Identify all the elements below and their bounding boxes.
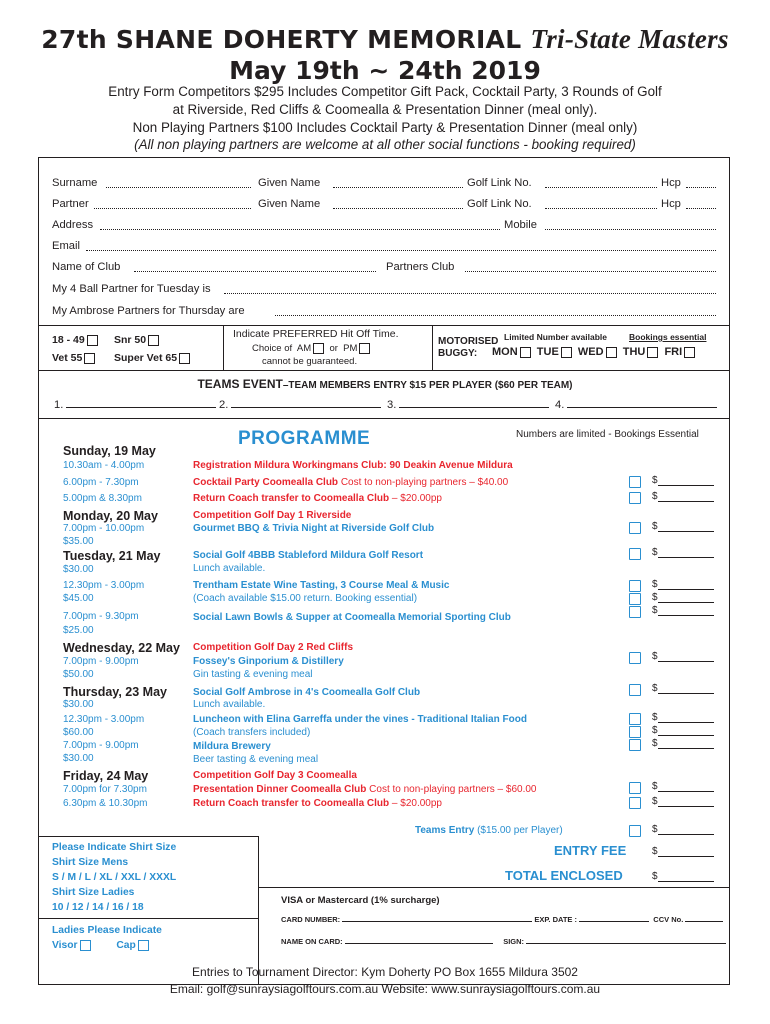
am-label: AM [296, 343, 312, 355]
visor-label: Visor [52, 940, 78, 951]
day-wednesday: Wednesday, 22 May [63, 641, 180, 655]
teams-entry-price: ($15.00 per Player) [477, 825, 563, 836]
category-super-vet-65[interactable] [114, 352, 190, 364]
shirt-heading: Please Indicate Shirt Size [52, 842, 177, 853]
booking-checkbox[interactable] [629, 825, 641, 837]
booking-amount[interactable] [652, 491, 714, 502]
programme-note: Numbers are limited - Bookings Essential [516, 429, 699, 440]
given-name-label: Given Name [258, 177, 321, 189]
dollar-sign: $ [652, 475, 658, 486]
event-luncheon: Luncheon with Elina Garreffa under the vines - Traditional Italian Food [193, 714, 527, 725]
booking-amount[interactable] [652, 725, 714, 736]
dollar-sign: $ [652, 605, 658, 616]
dollar-sign: $ [652, 651, 658, 662]
time: 5.00pm & 8.30pm [63, 493, 142, 504]
time: 7.00pm for 7.30pm [63, 784, 147, 795]
price: $25.00 [63, 625, 94, 636]
buggy-tue-checkbox[interactable] [561, 347, 572, 358]
time: 7.00pm - 9.30pm [63, 611, 139, 622]
club-field[interactable] [134, 271, 376, 272]
event-coach-sunday [193, 493, 442, 504]
team-slot-4-line[interactable] [567, 398, 717, 408]
partner-label: Partner [52, 198, 89, 210]
time: 10.30am - 4.00pm [63, 460, 145, 471]
ladies-indicate: Ladies Please Indicate [52, 925, 162, 936]
day-friday: Friday, 24 May [63, 769, 149, 783]
name-on-card-row[interactable] [281, 936, 726, 946]
price: $45.00 [63, 593, 94, 604]
event-presentation-dinner-cost: Cost to non-playing partners – $60.00 [369, 784, 537, 795]
event-presentation-dinner-name: Presentation Dinner Coomealla Club [193, 784, 367, 795]
partners-club-label: Partners Club [386, 261, 455, 273]
booking-checkbox[interactable] [629, 684, 641, 696]
team-slot-1[interactable] [54, 398, 216, 411]
dollar-sign: $ [652, 796, 658, 807]
surname-field[interactable] [106, 187, 251, 188]
teams-heading-main: TEAMS EVENT [197, 377, 283, 391]
buggy-wed-checkbox[interactable] [606, 347, 617, 358]
buggy-thu-checkbox[interactable] [647, 347, 658, 358]
time: 12.30pm - 3.00pm [63, 714, 145, 725]
booking-amount[interactable] [652, 712, 714, 723]
teams-entry-label: Teams Entry [415, 825, 475, 836]
divider [38, 918, 258, 919]
partner-hcp-label: Hcp [661, 198, 681, 210]
booking-checkbox[interactable] [629, 652, 641, 664]
amount-line[interactable] [658, 798, 714, 807]
visa-note: VISA or Mastercard (1% surcharge) [281, 895, 440, 906]
divider [258, 887, 730, 888]
booking-amount[interactable] [652, 796, 714, 807]
event-cocktail-party-name: Cocktail Party Coomealla Club [193, 477, 339, 488]
booking-checkbox[interactable] [629, 713, 641, 725]
checkbox[interactable] [148, 335, 159, 346]
booking-checkbox[interactable] [629, 492, 641, 504]
booking-amount[interactable] [652, 605, 714, 616]
divider [223, 325, 224, 370]
ccv-field[interactable] [685, 914, 723, 922]
dollar-sign: $ [652, 712, 658, 723]
team-slot-2-line[interactable] [231, 398, 381, 408]
amount-line[interactable] [658, 826, 714, 835]
ccv-label: CCV No. [653, 915, 684, 924]
email-field[interactable] [86, 250, 716, 251]
booking-amount[interactable] [652, 683, 714, 694]
hcp-label: Hcp [661, 177, 681, 189]
time: 6.30pm & 10.30pm [63, 798, 148, 809]
dollar-sign: $ [652, 579, 658, 590]
time: 7.00pm - 10.00pm [63, 523, 145, 534]
four-ball-field[interactable] [224, 293, 716, 294]
sign-field[interactable] [526, 936, 726, 944]
given-name-field[interactable] [333, 187, 463, 188]
amount-line[interactable] [658, 594, 714, 603]
buggy-label-1: MOTORISED [438, 336, 499, 347]
golf-link-field[interactable] [545, 187, 657, 188]
category-super-vet-65-label: Super Vet 65 [114, 352, 178, 364]
shirt-mens-label: Shirt Size Mens [52, 857, 129, 868]
time: 6.00pm - 7.30pm [63, 477, 139, 488]
buggy-days [492, 346, 695, 358]
booking-checkbox[interactable] [629, 522, 641, 534]
or-label: or [329, 343, 338, 355]
entry-fee-label: ENTRY FEE [554, 843, 627, 858]
event-golf-day-3: Competition Golf Day 3 Coomealla [193, 770, 357, 781]
day-tuesday: Tuesday, 21 May [63, 549, 161, 563]
surname-label: Surname [52, 177, 98, 189]
team-slot-1-num: 1. [54, 399, 64, 411]
amount-line[interactable] [658, 493, 714, 502]
booking-checkbox[interactable] [629, 726, 641, 738]
checkbox[interactable] [87, 335, 98, 346]
booking-checkbox[interactable] [629, 593, 641, 605]
divider [432, 325, 433, 370]
booking-amount[interactable] [652, 475, 714, 486]
booking-amount[interactable] [652, 738, 714, 749]
amount-line[interactable] [658, 848, 714, 857]
event-coach-friday [193, 798, 442, 809]
divider [38, 370, 730, 371]
buggy-bookings: Bookings essential [629, 332, 707, 342]
event-golf-day-2: Competition Golf Day 2 Red Cliffs [193, 642, 354, 653]
programme-heading: PROGRAMME [238, 428, 371, 449]
dollar-sign: $ [652, 846, 658, 857]
event-bbq-trivia: Gourmet BBQ & Trivia Night at Riverside Golf Club [193, 523, 435, 534]
price: $60.00 [63, 727, 94, 738]
price: $30.00 [63, 564, 94, 575]
hitoff-heading: Indicate PREFERRED Hit Off Time. [233, 328, 399, 340]
price: $30.00 [63, 699, 94, 710]
day-monday: Monday, 20 May [63, 509, 158, 523]
event-dates: May 19th ~ 24th 2019 [229, 56, 541, 85]
booking-amount[interactable] [652, 824, 714, 835]
dollar-sign: $ [652, 491, 658, 502]
booking-checkbox[interactable] [629, 782, 641, 794]
booking-checkbox[interactable] [629, 548, 641, 560]
event-ambrose-note: Lunch available. [193, 699, 266, 710]
amount-line[interactable] [658, 523, 714, 532]
team-slot-3-num: 3. [387, 399, 397, 411]
event-brewery-note: Beer tasting & evening meal [193, 754, 319, 765]
booking-amount[interactable] [652, 547, 714, 558]
buggy-limited: Limited Number available [504, 332, 607, 342]
price: $50.00 [63, 669, 94, 680]
event-golf-day-1: Competition Golf Day 1 Riverside [193, 510, 352, 521]
buggy-mon-checkbox[interactable] [520, 347, 531, 358]
divider [38, 325, 730, 326]
amount-line[interactable] [658, 581, 714, 590]
category-snr-50-label: Snr 50 [114, 334, 147, 346]
mobile-label: Mobile [504, 219, 537, 231]
address-label: Address [52, 219, 94, 231]
amount-line[interactable] [658, 783, 714, 792]
partner-given-name-label: Given Name [258, 198, 321, 210]
dollar-sign: $ [652, 871, 658, 882]
event-wine-tasting: Trentham Estate Wine Tasting, 3 Course Meal & Music [193, 580, 450, 591]
partner-given-name-field[interactable] [333, 208, 463, 209]
am-checkbox[interactable] [313, 343, 324, 354]
divider [38, 418, 730, 419]
event-4bbb-note: Lunch available. [193, 563, 266, 574]
event-4bbb: Social Golf 4BBB Stableford Mildura Golf Resort [193, 550, 424, 561]
amount-line[interactable] [658, 477, 714, 486]
dollar-sign: $ [652, 521, 658, 532]
dollar-sign: $ [652, 547, 658, 558]
ambrose-label: My Ambrose Partners for Thursday are [52, 305, 245, 317]
booking-amount[interactable] [652, 592, 714, 603]
teams-heading [0, 377, 770, 391]
price: $35.00 [63, 536, 94, 547]
day-sunday: Sunday, 19 May [63, 444, 156, 458]
event-coach-friday-name: Return Coach transfer to Coomealla Club [193, 798, 390, 809]
partner-golf-link-label: Golf Link No. [467, 198, 532, 210]
team-slot-4[interactable] [555, 398, 717, 411]
event-registration: Registration Mildura Workingmans Club: 90 Deakin Avenue Mildura [193, 460, 513, 471]
pm-label: PM [343, 343, 358, 355]
card-number-row[interactable] [281, 914, 723, 924]
event-ginporium-note: Gin tasting & evening meal [193, 669, 313, 680]
partner-golf-link-field[interactable] [545, 208, 657, 209]
category-18-49-label: 18 - 49 [52, 334, 85, 346]
category-vet-55-label: Vet 55 [52, 352, 83, 364]
buggy-wed-label: WED [577, 346, 604, 358]
shirt-ladies-sizes[interactable]: 10 / 12 / 14 / 16 / 18 [52, 902, 144, 913]
dollar-sign: $ [652, 592, 658, 603]
ambrose-field[interactable] [275, 315, 716, 316]
address-field[interactable] [100, 229, 500, 230]
intro-line-1: Entry Form Competitors $295 Includes Competitor Gift Pack, Cocktail Party, 3 Rounds of Golf [108, 84, 662, 99]
booking-amount[interactable] [652, 521, 714, 532]
booking-checkbox[interactable] [629, 476, 641, 488]
event-cocktail-party-cost: Cost to non-playing partners – $40.00 [340, 477, 509, 488]
exp-date-field[interactable] [579, 914, 649, 922]
shirt-mens-sizes[interactable]: S / M / L / XL / XXL / XXXL [52, 872, 177, 883]
event-wine-tasting-note: (Coach available $15.00 return. Booking essential) [193, 593, 418, 604]
event-brewery: Mildura Brewery [193, 741, 271, 752]
team-slot-3[interactable] [387, 398, 549, 411]
amount-line[interactable] [658, 714, 714, 723]
amount-line[interactable] [658, 740, 714, 749]
time: 12.30pm - 3.00pm [63, 580, 145, 591]
divider [258, 836, 259, 984]
checkbox[interactable] [84, 353, 95, 364]
event-presentation-dinner [193, 784, 537, 795]
intro-line-4: (All non playing partners are welcome at all other social functions - booking required) [134, 137, 636, 152]
team-slot-2[interactable] [219, 398, 381, 411]
card-number-label: CARD NUMBER: [281, 915, 341, 924]
amount-line[interactable] [658, 873, 714, 882]
amount-line[interactable] [658, 549, 714, 558]
booking-checkbox[interactable] [629, 606, 641, 618]
amount-line[interactable] [658, 685, 714, 694]
title-main: 27th SHANE DOHERTY MEMORIAL [41, 25, 522, 54]
team-slot-4-num: 4. [555, 399, 565, 411]
event-ginporium: Fossey's Ginporium & Distillery [193, 656, 344, 667]
event-lawn-bowls: Social Lawn Bowls & Supper at Coomealla Memorial Sporting Club [193, 612, 511, 623]
visor-checkbox[interactable] [80, 940, 91, 951]
event-ambrose: Social Golf Ambrose in 4's Coomealla Golf Club [193, 687, 421, 698]
headwear-options [52, 938, 149, 953]
dollar-sign: $ [652, 824, 658, 835]
buggy-mon-label: MON [492, 346, 518, 358]
amount-line[interactable] [658, 653, 714, 662]
day-thursday: Thursday, 23 May [63, 685, 167, 699]
shirt-ladies-label: Shirt Size Ladies [52, 887, 135, 898]
exp-date-label: EXP. DATE : [534, 915, 578, 924]
partner-field[interactable] [94, 208, 251, 209]
booking-checkbox[interactable] [629, 739, 641, 751]
entry-fee-amount[interactable] [652, 846, 714, 857]
team-slot-3-line[interactable] [399, 398, 549, 408]
footer-line-2: Email: golf@sunraysiagolftours.com.au Website: www.sunraysiagolftours.com.au [169, 982, 601, 996]
buggy-tue-label: TUE [536, 346, 559, 358]
divider [38, 836, 258, 837]
partner-hcp-field[interactable] [686, 208, 716, 209]
amount-line[interactable] [658, 607, 714, 616]
buggy-thu-label: THU [622, 346, 646, 358]
price: $30.00 [63, 753, 94, 764]
name-on-card-field[interactable] [345, 936, 493, 944]
email-label: Email [52, 240, 80, 252]
event-coach-sunday-cost: – $20.00pp [391, 493, 442, 504]
booking-checkbox[interactable] [629, 797, 641, 809]
checkbox[interactable] [179, 353, 190, 364]
hcp-field[interactable] [686, 187, 716, 188]
event-cocktail-party [193, 477, 508, 488]
team-slot-1-line[interactable] [66, 398, 216, 408]
time: 7.00pm - 9.00pm [63, 656, 139, 667]
booking-checkbox[interactable] [629, 580, 641, 592]
dollar-sign: $ [652, 725, 658, 736]
booking-amount[interactable] [652, 781, 714, 792]
total-enclosed-amount[interactable] [652, 871, 714, 882]
teams-entry [415, 825, 563, 836]
category-18-49[interactable] [52, 334, 98, 346]
shirt-section [52, 840, 176, 915]
buggy-fri-checkbox[interactable] [684, 347, 695, 358]
dollar-sign: $ [652, 683, 658, 694]
category-vet-55[interactable] [52, 352, 95, 364]
mobile-field[interactable] [545, 229, 716, 230]
footer-line-1: Entries to Tournament Director: Kym Doherty PO Box 1655 Mildura 3502 [192, 965, 578, 979]
total-enclosed-label: TOTAL ENCLOSED [505, 868, 623, 883]
name-on-card-label: NAME ON CARD: [281, 937, 343, 946]
dollar-sign: $ [652, 781, 658, 792]
golf-link-label: Golf Link No. [467, 177, 532, 189]
dollar-sign: $ [652, 738, 658, 749]
time: 7.00pm - 9.00pm [63, 740, 139, 751]
intro-line-2: at Riverside, Red Cliffs & Coomealla & Presentation Dinner (meal only). [172, 102, 598, 117]
sign-label: SIGN: [503, 937, 525, 946]
hitoff-choice-label: Choice of [252, 343, 293, 355]
amount-line[interactable] [658, 727, 714, 736]
form-title [0, 24, 770, 55]
title-script: Tri-State Masters [530, 24, 729, 54]
pm-checkbox[interactable] [359, 343, 370, 354]
booking-amount[interactable] [652, 579, 714, 590]
category-snr-50[interactable] [114, 334, 159, 346]
event-luncheon-note: (Coach transfers included) [193, 727, 311, 738]
team-slot-2-num: 2. [219, 399, 229, 411]
hitoff-choice [252, 343, 370, 354]
card-number-field[interactable] [342, 914, 532, 922]
partners-club-field[interactable] [465, 271, 716, 272]
cap-label: Cap [116, 940, 136, 951]
teams-heading-sub: –TEAM MEMBERS ENTRY $15 PER PLAYER ($60 PER TEAM) [282, 380, 573, 391]
event-coach-sunday-name: Return Coach transfer to Coomealla Club [193, 493, 390, 504]
cap-checkbox[interactable] [138, 940, 149, 951]
buggy-fri-label: FRI [664, 346, 683, 358]
booking-amount[interactable] [652, 651, 714, 662]
intro-line-3: Non Playing Partners $100 Includes Cocktail Party & Presentation Dinner (meal only) [132, 120, 638, 135]
four-ball-label: My 4 Ball Partner for Tuesday is [52, 283, 211, 295]
hitoff-note: cannot be guaranteed. [262, 356, 358, 367]
buggy-label-2: BUGGY: [438, 348, 478, 359]
event-coach-friday-cost: – $20.00pp [391, 798, 442, 809]
club-label: Name of Club [52, 261, 121, 273]
